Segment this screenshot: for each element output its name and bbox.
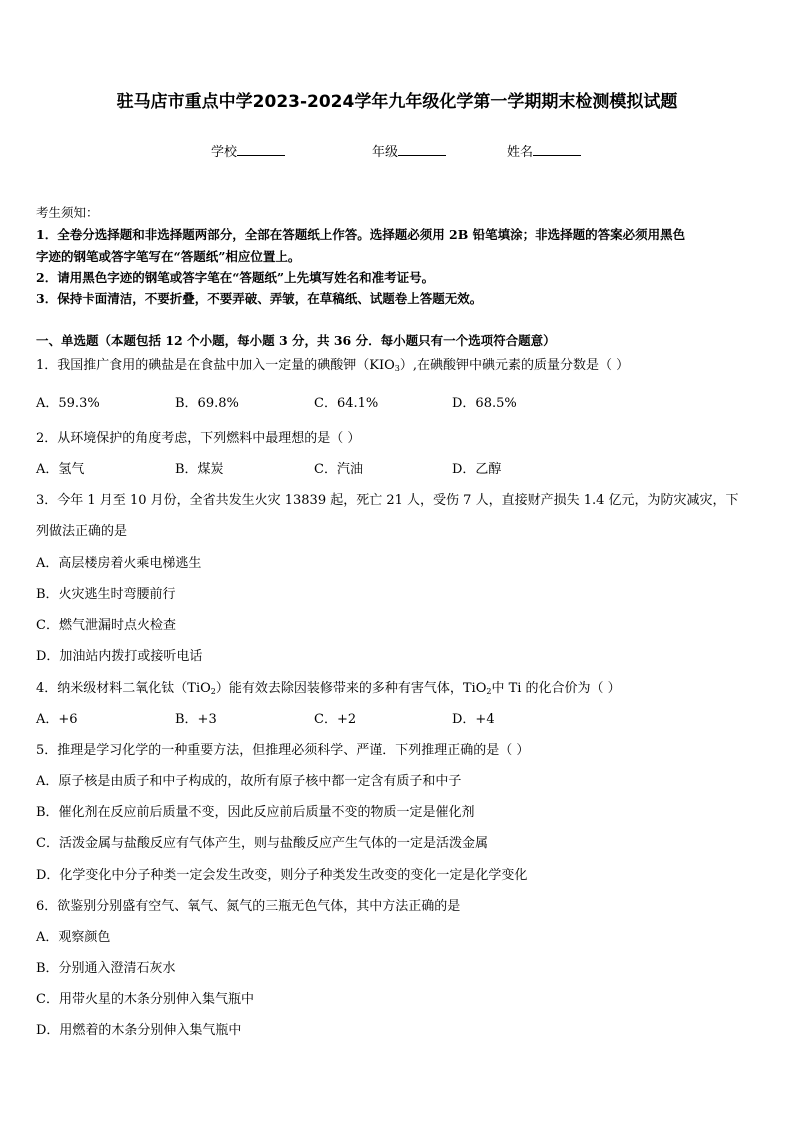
question-2-options	[36, 458, 761, 476]
grade-blank	[398, 143, 446, 156]
question-5-stem: 5．推理是学习化学的一种重要方法，但推理必须科学、严谨．下列推理正确的是（ ）	[36, 743, 530, 758]
question-3-stem-line1: 3．今年 1 月至 10 月份，全省共发生火灾 13839 起，死亡 21 人，受伤 7 人，直接财产损失 1.4 亿元，为防灾减灾，下	[36, 493, 739, 508]
question-1-options	[36, 392, 761, 410]
q3-option-b[interactable]: B．火灾逃生时弯腰前行	[36, 587, 176, 602]
q2-option-b[interactable]: B．煤炭	[175, 462, 224, 477]
question-1-stem: 1．我国推广食用的碘盐是在食盐中加入一定量的碘酸钾$(KIO_3)$,在碘酸钾中碘元素的质量分数是（ ）	[36, 358, 630, 373]
question-4-stem: 4．纳米级材料二氧化钛（TiO$_2$）能有效去除因装修带来的多种有害气体，TiO$_2$中 Ti 的化合价为（ ）	[36, 681, 621, 696]
q5-option-c[interactable]: C．活泼金属与盐酸反应有气体产生，则与盐酸反应产生气体的一定是活泼金属	[36, 836, 488, 851]
school-blank	[237, 143, 285, 156]
grade-field	[372, 141, 446, 160]
q6-option-c[interactable]: C．用带火星的木条分别伸入集气瓶中	[36, 992, 254, 1007]
question-4-options	[36, 708, 761, 726]
q4-option-c[interactable]: C．+2	[314, 712, 357, 727]
q3-option-d[interactable]: D．加油站内拨打或接听电话	[36, 649, 203, 664]
notice-heading: 考生须知：	[36, 205, 99, 220]
q3-option-c[interactable]: C．燃气泄漏时点火检查	[36, 618, 176, 633]
notice-item-1b: 字迹的钢笔或答字笔写在“答题纸”相应位置上。	[36, 249, 301, 264]
section-heading: 一、单选题（本题包括 12 个小题，每小题 3 分，共 36 分．每小题只有一个选项符合题意）	[36, 333, 556, 348]
name-blank	[533, 143, 581, 156]
q1-option-d[interactable]: D．68.5%	[452, 396, 517, 411]
exam-title: 驻马店市重点中学2023-2024学年九年级化学第一学期期末检测模拟试题	[116, 92, 678, 112]
q4-option-b[interactable]: B．+3	[175, 712, 217, 727]
q6-option-b[interactable]: B．分别通入澄清石灰水	[36, 961, 176, 976]
q1-option-a[interactable]: A．59.3%	[36, 396, 100, 411]
question-2-stem: 2．从环境保护的角度考虑，下列燃料中最理想的是（ ）	[36, 431, 361, 446]
q5-option-d[interactable]: D．化学变化中分子种类一定会发生改变，则分子种类发生改变的变化一定是化学变化	[36, 868, 528, 883]
q3-option-a[interactable]: A．高层楼房着火乘电梯逃生	[36, 556, 202, 571]
name-field	[507, 141, 581, 160]
school-field	[211, 141, 285, 160]
notice-item-1a: 1．全卷分选择题和非选择题两部分，全部在答题纸上作答。选择题必须用 2B 铅笔填涂；非选择题的答案必须用黑色	[36, 227, 686, 242]
q2-option-d[interactable]: D．乙醇	[452, 462, 502, 477]
q2-option-c[interactable]: C．汽油	[314, 462, 363, 477]
notice-item-2: 2．请用黑色字迹的钢笔或答字笔在“答题纸”上先填写姓名和准考证号。	[36, 270, 435, 285]
q4-option-d[interactable]: D．+4	[452, 712, 495, 727]
q5-option-b[interactable]: B．催化剂在反应前后质量不变，因此反应前后质量不变的物质一定是催化剂	[36, 805, 475, 820]
grade-label: 年级	[372, 145, 399, 160]
q1-option-b[interactable]: B．69.8%	[175, 396, 239, 411]
question-3-stem-line2: 列做法正确的是	[36, 524, 128, 539]
notice-item-3: 3．保持卡面清洁，不要折叠，不要弄破、弄皱，在草稿纸、试题卷上答题无效。	[36, 291, 483, 306]
q6-option-a[interactable]: A．观察颜色	[36, 930, 111, 945]
q2-option-a[interactable]: A．氢气	[36, 462, 85, 477]
q1-option-c[interactable]: C．64.1%	[314, 396, 379, 411]
q6-option-d[interactable]: D．用燃着的木条分别伸入集气瓶中	[36, 1023, 242, 1038]
q4-option-a[interactable]: A．+6	[36, 712, 78, 727]
q5-option-a[interactable]: A．原子核是由质子和中子构成的，故所有原子核中都一定含有质子和中子	[36, 774, 462, 789]
name-label: 姓名	[507, 145, 534, 160]
school-label: 学校	[211, 145, 238, 160]
question-6-stem: 6．欲鉴别分别盛有空气、氧气、氮气的三瓶无色气体，其中方法正确的是	[36, 899, 461, 914]
